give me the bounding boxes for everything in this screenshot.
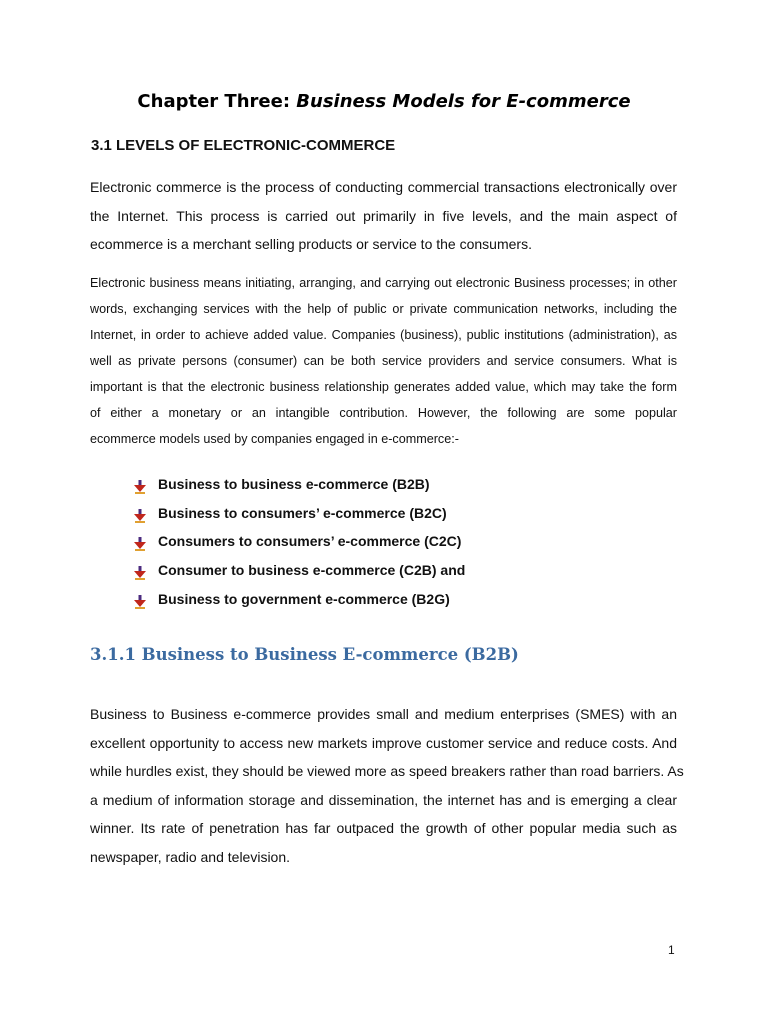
paragraph-line: important is that the electronic business relationship generates added value, which may take the form [90, 380, 677, 394]
chapter-title [0, 91, 768, 112]
list-item [134, 556, 465, 585]
list-item-label: Business to consumers’ e-commerce (B2C) [158, 504, 447, 521]
list-item [134, 584, 465, 613]
paragraph-line: Internet, in order to achieve added value. Companies (business), public institutions (administration), as [90, 328, 677, 342]
paragraph-line: while hurdles exist, they should be viewed more as speed breakers rather than road barriers. As [90, 763, 684, 780]
chapter-title-italic: Business Models for E-commerce [296, 91, 631, 112]
paragraph-ecommerce-definition [90, 173, 677, 259]
down-arrow-bullet-icon [134, 534, 146, 548]
paragraph-line: ecommerce is a merchant selling products or service to the consumers. [90, 236, 532, 252]
paragraph-line: Business to Business e-commerce provides small and medium enterprises (SMES) with an [90, 706, 677, 722]
list-item-label: Consumers to consumers’ e-commerce (C2C) [158, 533, 462, 550]
list-item-label: Business to government e-commerce (B2G) [158, 590, 450, 607]
paragraph-line: winner. Its rate of penetration has far outpaced the growth of other popular media such as [90, 820, 677, 837]
page-number: 1 [668, 943, 675, 957]
paragraph-line: Electronic business means initiating, arranging, and carrying out electronic Business processes; in other [90, 276, 677, 290]
paragraph-line: newspaper, radio and television. [90, 848, 291, 865]
paragraph-b2b-description [90, 700, 684, 872]
paragraph-ebusiness-definition [90, 270, 677, 452]
chapter-title-prefix: Chapter Three: [137, 91, 297, 112]
section-heading: 3.1 LEVELS OF ELECTRONIC-COMMERCE [91, 137, 396, 154]
paragraph-line: the Internet. This process is carried out primarily in five levels, and the main aspect of [90, 207, 677, 224]
subsection-heading: 3.1.1 Business to Business E-commerce (B2B) [90, 645, 519, 664]
down-arrow-bullet-icon [134, 506, 146, 520]
paragraph-line: a medium of information storage and dissemination, the internet has and is emerging a clear [90, 791, 677, 808]
paragraph-line: Electronic commerce is the process of conducting commercial transactions electronically over [90, 179, 677, 195]
paragraph-line: excellent opportunity to access new markets improve customer service and reduce costs. And [90, 734, 677, 751]
list-item [134, 527, 465, 556]
list-item-label: Consumer to business e-commerce (C2B) and [158, 562, 466, 579]
paragraph-line: words, exchanging services with the help of public or private communication networks, including the [90, 302, 677, 316]
paragraph-line: ecommerce models used by companies engaged in e-commerce:- [90, 432, 459, 446]
paragraph-line: well as private persons (consumer) can be both service providers and service consumers. What is [90, 354, 677, 368]
list-item [134, 499, 465, 528]
down-arrow-bullet-icon [134, 563, 146, 577]
down-arrow-bullet-icon [134, 592, 146, 606]
list-item [134, 470, 465, 499]
list-item-label: Business to business e-commerce (B2B) [158, 476, 430, 493]
paragraph-line: of either a monetary or an intangible contribution. However, the following are some popular [90, 406, 677, 420]
ecommerce-models-list [134, 470, 465, 613]
down-arrow-bullet-icon [134, 477, 146, 491]
